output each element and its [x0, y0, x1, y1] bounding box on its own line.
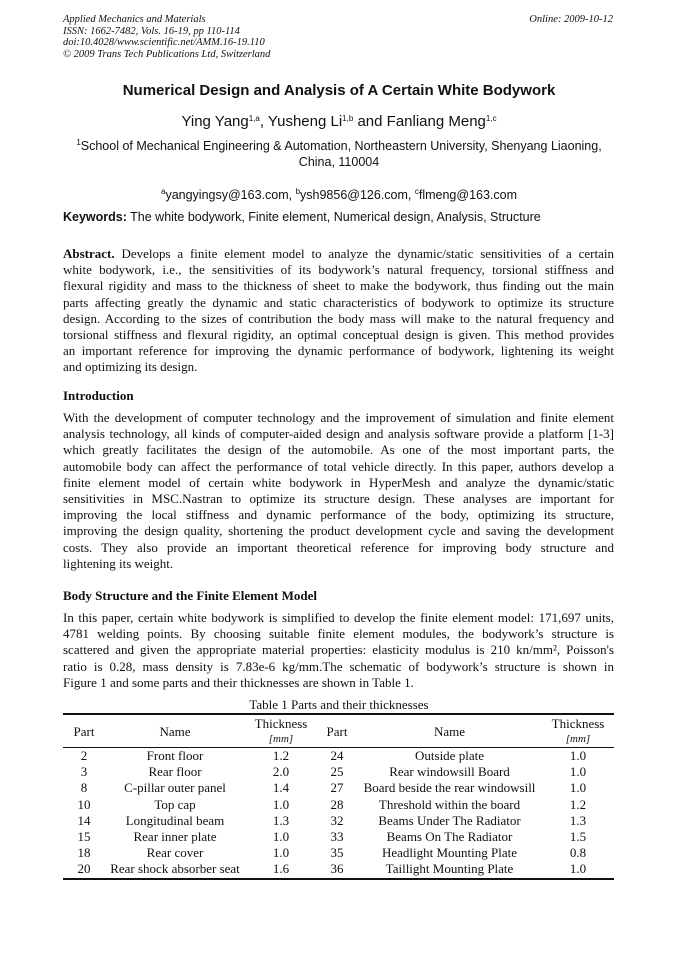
- introduction-paragraph: [63, 410, 614, 572]
- line-text: an important reference for improving the dynamic performance of bodywork, lightening its weight: [63, 343, 614, 359]
- thickness-unit: [mm]: [268, 733, 294, 745]
- col-thickness: [542, 714, 614, 748]
- line-text: white bodywork, i.e., the sensitivities of its bodywork’s natural frequency, torsional stiffness and: [63, 262, 614, 278]
- part-name: Rear windowsill Board: [389, 764, 510, 780]
- part-name: Threshold within the board: [378, 796, 521, 812]
- affiliation: [60, 138, 618, 170]
- text-line: [63, 246, 614, 262]
- text-line: [63, 278, 614, 294]
- col-name: Name: [159, 723, 191, 739]
- text-line: [63, 410, 614, 426]
- text-line: [63, 659, 614, 675]
- table-header-row: [63, 714, 614, 748]
- part-number: 10: [77, 796, 91, 812]
- author-sup: 1,a: [248, 114, 260, 123]
- section-lead: Abstract.: [63, 246, 115, 261]
- part-number: 35: [330, 845, 344, 861]
- line-text: With the development of computer technology and the improvement of simulation and finite element: [63, 410, 614, 425]
- col-thickness: [245, 714, 317, 748]
- part-number: 3: [80, 764, 88, 780]
- author-name: Fanliang Meng: [386, 113, 486, 130]
- thickness: 1.0: [569, 748, 587, 763]
- thickness: 2.0: [272, 764, 290, 780]
- part-name: Beams On The Radiator: [386, 829, 513, 845]
- thickness: 1.5: [569, 829, 587, 845]
- text-line: [63, 610, 614, 626]
- part-name: Taillight Mounting Plate: [385, 861, 514, 877]
- line-text: ratio is 0.28, mass density is 7.83e-6 kg/mm.The schematic of bodywork’s structure is shown in: [63, 658, 614, 674]
- text-line: [63, 442, 614, 458]
- part-number: 18: [77, 845, 91, 861]
- email-sup: b: [295, 187, 301, 196]
- journal-line: © 2009 Trans Tech Publications Ltd, Switzerland: [63, 48, 271, 60]
- keywords-text: The white bodywork, Finite element, Numerical design, Analysis, Structure: [126, 210, 541, 224]
- text-line: [63, 311, 614, 327]
- line-text: design. According to the sizes of contribution the body mass will make to the natural frequency and: [63, 310, 614, 326]
- part-name: Rear shock absorber seat: [110, 861, 240, 877]
- line-text: finite element model of certain white bodywork in HyperMesh and analyze the dynamic/static: [63, 474, 614, 490]
- author-sep: ,: [259, 113, 268, 130]
- line-text: automobile body can affect the performance of total vehicle directly. In this paper, authors develop a: [63, 458, 614, 474]
- part-number: 25: [330, 764, 344, 780]
- author-sup: 1,b: [342, 114, 354, 123]
- part-number: 36: [330, 861, 344, 877]
- part-number: 24: [330, 748, 344, 763]
- email-sup: a: [160, 187, 166, 196]
- line-text: analysis technology, all kinds of computer-aided design and analysis software provide a platform [1-3]: [63, 426, 614, 442]
- paper-title: Numerical Design and Analysis of A Certain White Bodywork: [122, 82, 556, 99]
- text-line: [63, 523, 614, 539]
- journal-line: doi:10.4028/www.scientific.net/AMM.16-19.110: [63, 37, 265, 48]
- text-line: [63, 459, 614, 475]
- part-name: Board beside the rear windowsill: [363, 780, 536, 796]
- email-sup: c: [414, 187, 419, 196]
- table-row: [63, 780, 614, 796]
- email-list: [0, 174, 678, 202]
- table-row: [63, 797, 614, 813]
- thickness-label: Thickness: [254, 716, 308, 731]
- part-name: Beams Under The Radiator: [378, 812, 521, 828]
- part-number: 14: [77, 812, 91, 828]
- journal-line: Applied Mechanics and Materials: [63, 14, 206, 25]
- thickness: 1.0: [569, 780, 587, 796]
- journal-info: [63, 14, 270, 60]
- part-name: Rear floor: [148, 764, 202, 780]
- part-number: 20: [77, 861, 91, 877]
- line-text: improving the local stiffness and dynamic performance of the body, optimizing its structure,: [63, 507, 614, 523]
- heading-introduction: Introduction: [63, 388, 134, 403]
- email: flmeng@163.com: [418, 188, 518, 202]
- author-name: Yusheng Li: [267, 113, 343, 130]
- text-line: [63, 507, 614, 523]
- line-text: 4781 welding points. By choosing suitable finite element modules, the bodywork’s structure is: [63, 626, 614, 642]
- text-line: [63, 642, 614, 658]
- text-line: [63, 475, 614, 491]
- part-name: Top cap: [154, 796, 196, 812]
- part-name: Rear inner plate: [133, 829, 217, 845]
- part-number: 33: [330, 829, 344, 845]
- part-name: C-pillar outer panel: [124, 780, 226, 796]
- part-number: 28: [330, 796, 344, 812]
- email: yangyingsy@163.com,: [165, 188, 296, 202]
- line-text: scattered and given the appropriate material properties: elasticity modulus is 210 kn/mm², Poisson's: [63, 642, 614, 658]
- email: ysh9856@126.com,: [300, 188, 415, 202]
- table-row: [63, 829, 614, 845]
- author-list: [0, 113, 678, 130]
- text-line: [63, 295, 614, 311]
- thickness-unit: [mm]: [565, 733, 591, 745]
- line-text: torsional stiffness and flexural rigidity, an optimal conceptual design is given. This method provides: [63, 326, 614, 342]
- table-row: [63, 764, 614, 780]
- parts-table: [63, 713, 614, 880]
- text-line: [63, 626, 614, 642]
- thickness: 1.0: [569, 861, 587, 877]
- thickness: 1.0: [272, 796, 290, 812]
- col-part: Part: [73, 723, 95, 739]
- thickness: 1.0: [272, 845, 290, 861]
- line-text: lightening its weight.: [63, 555, 174, 571]
- thickness: 1.0: [272, 829, 290, 845]
- thickness: 1.0: [569, 764, 587, 780]
- text-line: [63, 359, 614, 375]
- text-line: [63, 426, 614, 442]
- line-text: Develops a finite element model to analyze the dynamic/static sensitivities of a certain: [114, 246, 614, 261]
- thickness: 0.8: [569, 845, 587, 861]
- part-name: Rear cover: [146, 845, 204, 861]
- body-structure-paragraph: [63, 610, 614, 691]
- line-text: and optimizing its design.: [63, 359, 198, 375]
- thickness-label: Thickness: [551, 716, 605, 731]
- line-text: sensitivities in MSC.Nastran to optimize its structure design. These analyses are important for: [63, 490, 614, 506]
- text-line: [63, 343, 614, 359]
- part-number: 15: [77, 829, 91, 845]
- text-line: [63, 540, 614, 556]
- affiliation-text: School of Mechanical Engineering & Automation, Northeastern University, Shenyang Liaoning, China, 110004: [80, 139, 602, 169]
- line-text: costs. They also provide an important theoretical reference for improving body structure and: [63, 539, 614, 555]
- part-number: 8: [80, 780, 88, 796]
- author-name: Ying Yang: [181, 113, 249, 130]
- author-sup: 1,c: [485, 114, 497, 123]
- affiliation-sup: 1: [76, 138, 81, 147]
- line-text: parts affecting greatly the dynamic and static characteristics of bodywork to optimize its structure: [63, 294, 614, 310]
- keywords: [63, 210, 623, 224]
- part-name: Front floor: [146, 748, 204, 763]
- table-row: [63, 813, 614, 829]
- col-part: Part: [326, 723, 348, 739]
- text-line: [63, 491, 614, 507]
- keywords-label: Keywords:: [63, 210, 127, 224]
- table-row: [63, 861, 614, 878]
- thickness: 1.3: [569, 812, 587, 828]
- journal-line: ISSN: 1662-7482, Vols. 16-19, pp 110-114: [63, 25, 240, 37]
- thickness: 1.3: [272, 812, 290, 828]
- table-row: [63, 748, 614, 765]
- part-name: Longitudinal beam: [125, 812, 225, 828]
- author-sep: and: [353, 113, 387, 130]
- online-date: Online: 2009-10-12: [529, 14, 613, 25]
- part-number: 32: [330, 812, 344, 828]
- text-line: [63, 327, 614, 343]
- line-text: In this paper, certain white bodywork is simplified to develop the finite element model: 171,697 units,: [63, 610, 614, 625]
- table-row: [63, 845, 614, 861]
- thickness: 1.2: [272, 748, 290, 763]
- part-name: Headlight Mounting Plate: [381, 845, 518, 861]
- col-name: Name: [433, 723, 466, 739]
- heading-body-structure: Body Structure and the Finite Element Model: [63, 588, 317, 603]
- line-text: which greatly facilitates the design of the automobile. As one of the most important parts, the: [63, 442, 614, 458]
- part-number: 27: [330, 780, 344, 796]
- thickness: 1.6: [272, 861, 290, 877]
- line-text: improving the design quality, shortening the product development cycle and saving the development: [63, 523, 614, 539]
- text-line: [63, 556, 614, 572]
- line-text: flexural rigidity and mass to the thickness of sheet to make the bodywork, thus finding out the main: [63, 278, 614, 294]
- text-line: [63, 262, 614, 278]
- table-caption: Table 1 Parts and their thicknesses: [249, 697, 429, 712]
- thickness: 1.4: [272, 780, 290, 796]
- thickness: 1.2: [569, 796, 587, 812]
- part-name: Outside plate: [415, 748, 484, 763]
- text-line: [63, 675, 614, 691]
- abstract: [63, 246, 614, 376]
- part-number: 2: [80, 748, 88, 763]
- line-text: Figure 1 and some parts and their thicknesses are shown in Table 1.: [63, 674, 414, 690]
